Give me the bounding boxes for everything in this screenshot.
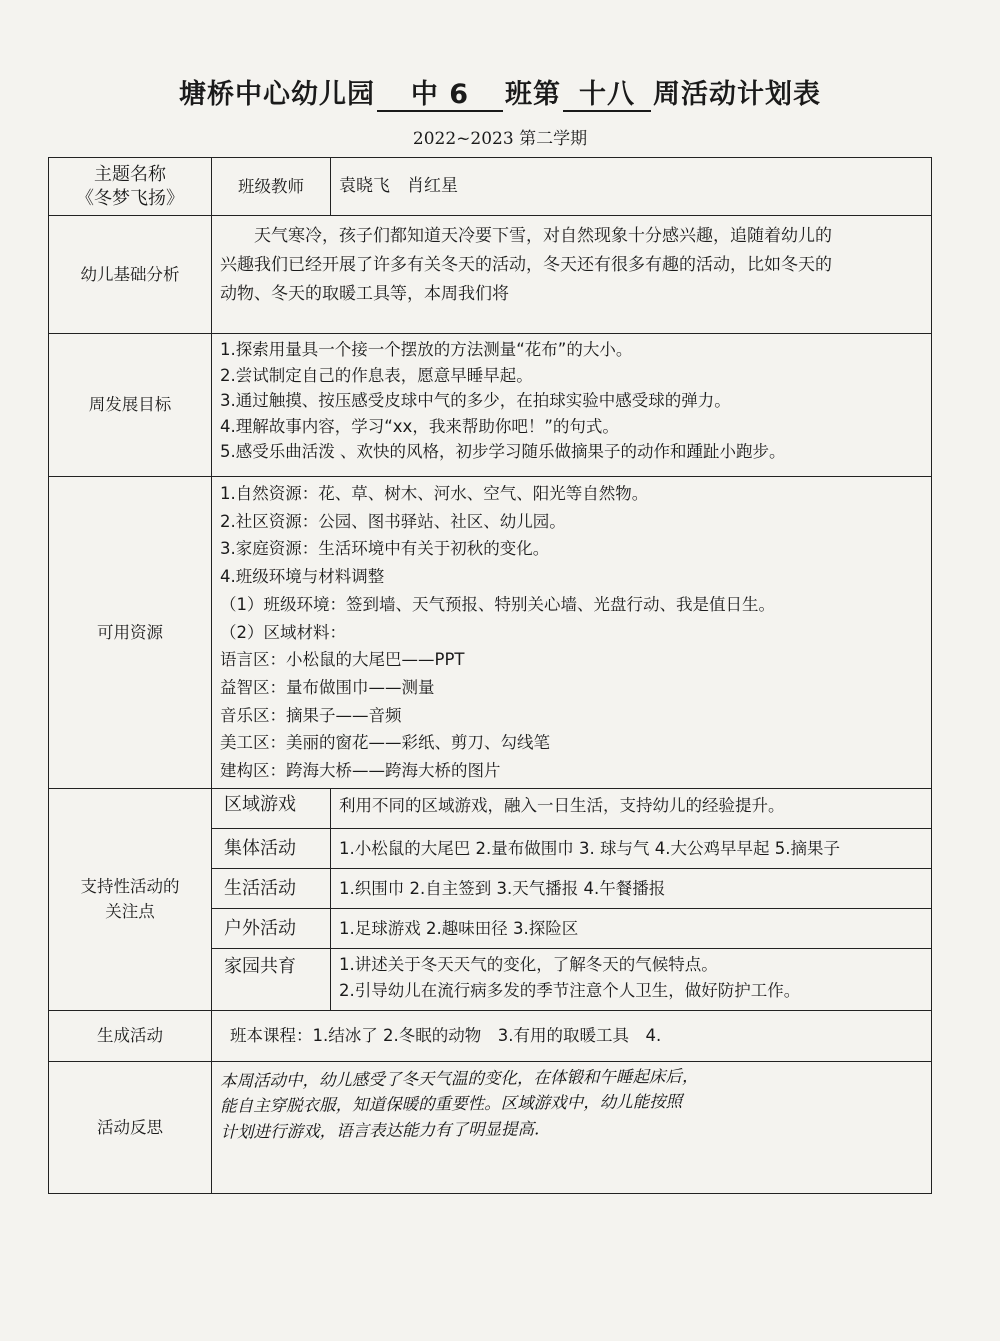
support-detail: 2.引导幼儿在流行病多发的季节注意个人卫生，做好防护工作。 <box>339 980 801 1000</box>
resource-item: 1.自然资源：花、草、树木、河水、空气、阳光等自然物。 <box>220 484 649 503</box>
analysis-line: 动物、冬天的取暖工具等，本周我们将 <box>220 284 509 305</box>
support-name: 家园共育 <box>212 949 331 1011</box>
goals-row <box>49 334 932 477</box>
support-detail: 1.足球游戏 2.趣味田径 3.探险区 <box>331 909 932 949</box>
resource-item: 美工区：美丽的窗花——彩纸、剪刀、勾线笔 <box>220 733 550 753</box>
resources-content <box>212 477 932 789</box>
support-label: 支持性活动的 <box>80 876 180 896</box>
resource-item: 建构区：跨海大桥——跨海大桥的图片 <box>220 761 501 781</box>
goal-item: 2.尝试制定自己的作息表，愿意早睡早起。 <box>220 365 533 385</box>
weekly-plan-table <box>48 157 932 1194</box>
title-mid-text: 班第 <box>505 79 561 110</box>
goal-item: 1.探索用量具一个接一个摆放的方法测量“花布”的大小。 <box>220 340 633 359</box>
teacher-label: 班级教师 <box>212 158 331 216</box>
theme-label: 主题名称 <box>94 164 166 186</box>
analysis-line: 天气寒冷，孩子们都知道天冷要下雪，对自然现象十分感兴趣，追随着幼儿的 <box>254 226 832 246</box>
title-suffix: 周活动计划表 <box>653 79 821 110</box>
resource-item: （2）区域材料： <box>220 622 346 642</box>
support-name: 户外活动 <box>212 909 331 949</box>
reflection-label: 活动反思 <box>49 1062 212 1194</box>
reflection-handwriting <box>211 1058 932 1198</box>
resource-item: 3.家庭资源：生活环境中有关于初秋的变化。 <box>220 539 550 559</box>
resource-item: （1）班级环境：签到墙、天气预报、特别关心墙、光盘行动、我是值日生。 <box>220 594 775 614</box>
theme-row <box>49 158 932 216</box>
support-detail: 1.小松鼠的大尾巴 2.量布做围巾 3. 球与气 4.大公鸡早早起 5.摘果子 <box>331 829 932 869</box>
support-detail-cell <box>331 949 932 1011</box>
reflection-line: 计划进行游戏，语言表达能力有了明显提高. <box>219 1118 539 1141</box>
school-name: 塘桥中心幼儿园 <box>179 79 375 110</box>
goals-label: 周发展目标 <box>49 334 212 477</box>
generated-content: 班本课程：1.结冰了 2.冬眠的动物 3.有用的取暖工具 4. <box>212 1011 932 1062</box>
goal-item: 5.感受乐曲活泼 、欢快的风格，初步学习随乐做摘果子的动作和踵趾小跑步。 <box>220 442 786 462</box>
analysis-content <box>212 216 932 334</box>
support-detail: 1.讲述关于冬天天气的变化，了解冬天的气候特点。 <box>339 955 718 974</box>
goal-item: 3.通过触摸、按压感受皮球中气的多少，在拍球实验中感受球的弹力。 <box>220 391 731 411</box>
support-name: 生活活动 <box>212 869 331 909</box>
support-detail: 利用不同的区域游戏，融入一日生活，支持幼儿的经验提升。 <box>331 789 932 829</box>
analysis-row <box>49 216 932 334</box>
resource-item: 音乐区：摘果子——音频 <box>220 705 402 725</box>
plan-title <box>0 72 1000 112</box>
support-label-2: 关注点 <box>105 901 155 921</box>
resources-row <box>49 477 932 789</box>
support-detail: 1.织围巾 2.自主签到 3.天气播报 4.午餐播报 <box>331 869 932 909</box>
resource-item: 益智区：量布做围巾——测量 <box>220 678 435 698</box>
reflection-row <box>49 1062 932 1194</box>
reflection-line: 能自主穿脱衣服，知道保暖的重要性。区域游戏中，幼儿能按照 <box>219 1091 682 1116</box>
analysis-label: 幼儿基础分析 <box>49 216 212 334</box>
theme-label-cell <box>49 158 212 216</box>
resource-item: 4.班级环境与材料调整 <box>220 567 385 587</box>
goal-item: 4.理解故事内容，学习“xx，我来帮助你吧！”的句式。 <box>220 416 619 436</box>
reflection-line: 本周活动中，幼儿感受了冬天气温的变化，在体锻和午睡起床后， <box>219 1065 699 1090</box>
support-label-cell <box>49 789 212 1011</box>
generated-row <box>49 1011 932 1062</box>
resources-label: 可用资源 <box>49 477 212 789</box>
generated-label: 生成活动 <box>49 1011 212 1062</box>
analysis-line: 兴趣我们已经开展了许多有关冬天的活动，冬天还有很多有趣的活动，比如冬天的 <box>220 255 832 276</box>
resource-item: 语言区：小松鼠的大尾巴——PPT <box>220 650 465 670</box>
support-name: 集体活动 <box>212 829 331 869</box>
goals-content <box>212 334 932 477</box>
class-field: 中 6 <box>377 79 503 112</box>
support-row-area-games <box>49 789 932 829</box>
semester-label: 2022~2023 第二学期 <box>412 129 588 149</box>
support-name: 区域游戏 <box>212 789 331 829</box>
teacher-names: 袁晓飞 肖红星 <box>331 158 932 216</box>
resource-item: 2.社区资源：公园、图书驿站、社区、幼儿园。 <box>220 511 566 531</box>
week-field: 十八 <box>563 79 651 112</box>
theme-name: 《冬梦飞扬》 <box>76 187 184 209</box>
